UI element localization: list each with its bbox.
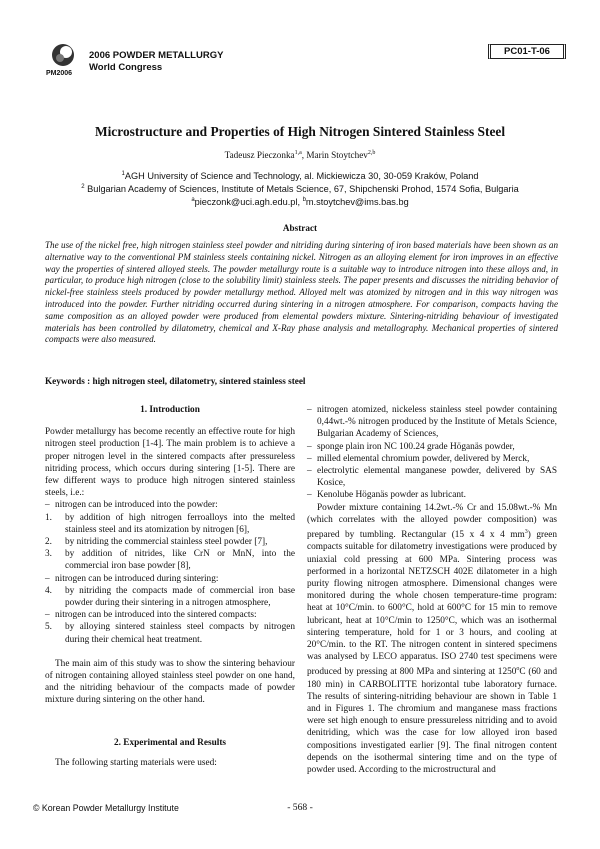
pm2006-logo: [46, 42, 80, 82]
footer-copyright: © Korean Powder Metallurgy Institute: [33, 803, 179, 813]
introduction-heading: 1. Introduction: [140, 405, 200, 415]
affiliation-2: $^2$ Bulgarian Academy of Sciences, Institute of Metals Science, 67, Shipchenski Prohod, 1574 Sofia, Bulgaria: [81, 184, 519, 195]
list-item: [45, 573, 295, 585]
list-text: by addition of nitrides, like CrN or MnN, into the commercial iron base powder [8],: [65, 549, 295, 572]
paper-title: Microstructure and Properties of High Nitrogen Sintered Stainless Steel: [94, 124, 506, 139]
paper-code: PC01-T-06: [488, 44, 566, 59]
page-number: - 568 -: [287, 802, 313, 813]
list-marker: 5.: [45, 622, 52, 633]
conference-name: [89, 50, 223, 74]
list-item: [307, 489, 557, 501]
list-text: Kenolube Höganäs powder as lubricant.: [317, 490, 466, 501]
list-item: [45, 536, 295, 548]
list-item: [307, 441, 557, 453]
list-item: [45, 548, 295, 572]
list-marker: –: [45, 610, 50, 621]
list-marker: –: [307, 490, 312, 501]
experimental-heading: 2. Experimental and Results: [113, 737, 227, 748]
list-text: by nitriding the compacts made of commercial iron base powder during their sintering in a nitrogen atmosphere,: [65, 585, 295, 609]
intro-paragraph-2: The main aim of this study was to show the sintering behaviour of nitrogen containing alloyed stainless steel powder on one hand, and the nitriding behaviour of the compacts made of powder mixture during sintering on the other hand.: [45, 658, 295, 706]
conference-line-2: World Congress: [89, 62, 163, 73]
list-text: milled elemental chromium powder, delivered by Merck,: [317, 453, 530, 464]
list-marker: 2.: [45, 537, 52, 548]
list-marker: –: [307, 453, 312, 464]
list-marker: –: [45, 500, 50, 511]
list-text: by alloying sintered stainless steel compacts by nitrogen during their chemical heat treatment.: [65, 622, 295, 645]
list-text: electrolytic elemental manganese powder, delivered by SAS Kosice,: [317, 466, 557, 489]
list-text: nitrogen can be introduced during sintering:: [55, 573, 219, 584]
list-text: nitrogen can be introduced into the powder:: [55, 500, 218, 511]
list-marker: 4.: [45, 585, 52, 596]
list-item: [307, 465, 557, 489]
list-text: by nitriding the commercial stainless steel powder [7],: [65, 537, 268, 548]
logo-text: PM2006: [46, 70, 73, 77]
list-marker: 3.: [45, 549, 52, 560]
list-item: [45, 585, 295, 609]
conference-line-1: 2006 POWDER METALLURGY: [89, 50, 224, 61]
affiliation-emails: $^a$pieczonk@uci.agh.edu.pl, $^b$m.stoytchev@ims.bas.bg: [191, 197, 409, 208]
list-item: [45, 512, 295, 536]
abstract-heading: Abstract: [282, 223, 318, 233]
materials-list: [307, 404, 557, 502]
list-text: nitrogen atomized, nickeless stainless steel powder containing 0,44wt.-% nitrogen produced by the Institute of Metals Science, Bulgarian Academy of Sciences,: [317, 405, 557, 440]
abstract-text: The use of the nickel free, high nitrogen stainless steel powder and nitriding during sintering of iron based materials have been shown as an alternative way to the conventional PM stainless steels containing nickel. Nitrogen as an alloying element for iron improves in an effective way the properties of sintered alloyed steels. The powder metallurgy route is a suitable way to introduce nitrogen into these alloys and, in particular, to produce high nitrogen (close to the solubility limit) stainless steels. The paper presents and discusses the nitriding behavior of nickel-free stainless steels produced by powder metallurgy method. Alloyed melt was atomized by nitrogen and in this way nitrogen was introduced into the powder. Further nitriding occurred during sintering in a nitrogen atmosphere. For comparison, compacts having the same composition as an alloyed powder were produced from elemental powders mixture. Sintering-nitriding behaviour of investigated materials has been controlled by dilatometry, chemical and X-Ray phase analysis and metallography. Mechanical properties of sintered compacts were also measured.: [45, 240, 558, 345]
methods-list: [45, 499, 295, 645]
authors: Tadeusz Pieczonka$^{1,a}$, Marin Stoytchev$^{2,b}$: [224, 150, 376, 161]
list-text: nitrogen can be introduced into the sintered compacts:: [55, 610, 257, 621]
left-column: [45, 404, 295, 769]
list-marker: –: [307, 441, 312, 452]
list-text: sponge plain iron NC 100.24 grade Höganäs powder,: [317, 441, 515, 452]
list-marker: –: [45, 573, 50, 584]
right-column: [307, 404, 557, 776]
list-item: [45, 499, 295, 511]
list-text: by addition of high nitrogen ferroalloys into the melted stainless steel and its atomization by nitrogen [6],: [65, 512, 295, 535]
intro-paragraph-1: Powder metallurgy has become recently an effective route for high nitrogen steel production [1-4]. The main problem is to achieve a proper nitrogen level in the sintered compacts after pressureless nitriding process, which occurs during sintering [1-5]. There are few different ways to produce high nitrogen sintered stainless steels, i.e.:: [45, 427, 295, 499]
list-marker: –: [307, 466, 312, 477]
list-marker: –: [307, 405, 312, 415]
procedure-paragraph: Powder mixture containing 14.2wt.-% Cr and 15.08wt.-% Mn (which correlates with the alloyed powder composition) was prepared by tumbling. Rectangular (15 x 4 x 4 $mm^3$) green compacts suitable for dilatometry investigations were produced by uniaxial cold pressing at 600 MPa. Sintering process was performed in a horizontal NETZSCH 402E dilatometer in a high purity flowing nitrogen atmosphere. Dimensional changes were monitored during the whole chosen temperature-time program: heat at 10°C/min. to 600°C, hold at 600°C for 15 min to remove lubricant, heat at 10°C/min to 1250°C, which was an isothermal sintering temperature, hold for 1 or 3 hours, and cooling at 20°C/min. to the RT. The nitrogen content in sintered specimens was analysed by LECO apparatus. ISO 2740 test specimens were produced by pressing at 800 MPa and sintering at 1250$^o$C (60 and 180 min) in CARBOLITTE horizontal tube laboratory furnace. The results of sintering-nitriding behaviour are shown in Table 1 and in Figures 1. The chromium and manganese mass fractions were set high enough to ensure pressureless nitriding and to avoid denitriding, which was the case for low alloyed iron based compositions investigated earlier [9]. The final nitrogen content depends on the isothermal sintering time and on the type of powder used. According to the microstructural and: [307, 502, 557, 776]
list-item: [307, 404, 557, 441]
experimental-paragraph-1: The following starting materials were used:: [55, 757, 217, 768]
list-item: [307, 453, 557, 465]
list-item: [45, 609, 295, 621]
list-marker: 1.: [45, 512, 52, 523]
list-item: [45, 621, 295, 645]
affiliation-1: $^1$AGH University of Science and Technology, al. Mickiewicza 30, 30-059 Kraków, Poland: [121, 171, 479, 182]
keywords: Keywords : high nitrogen steel, dilatometry, sintered stainless steel: [45, 376, 306, 386]
